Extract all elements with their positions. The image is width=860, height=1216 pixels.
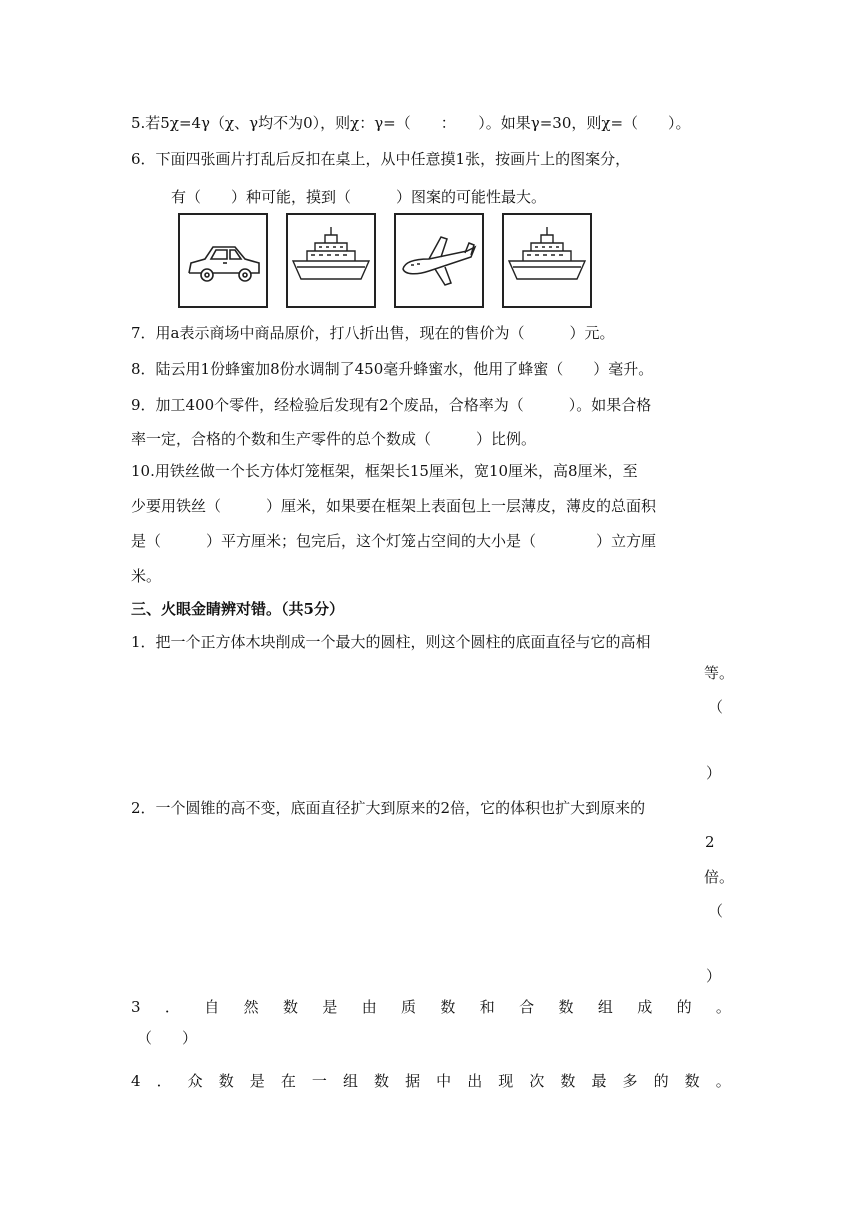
- spaced-char: 最: [591, 1072, 607, 1090]
- spaced-char: 是: [322, 998, 338, 1016]
- judge-3-text: [131, 996, 731, 1018]
- spaced-char: 众: [187, 1072, 203, 1090]
- section-3-title: 三、火眼金睛辨对错。（共5分）: [131, 600, 344, 618]
- judge-2-close-paren: ）: [706, 967, 722, 985]
- question-10-line-3: 是（ ）平方厘米；包完后，这个灯笼占空间的大小是（ ）立方厘: [131, 532, 657, 550]
- judge-1-close-paren: ）: [706, 764, 722, 782]
- question-10-line-4: 米。: [131, 567, 162, 585]
- picture-card: [286, 213, 376, 308]
- picture-cards: [178, 213, 586, 311]
- spaced-char: 合: [519, 998, 535, 1016]
- spaced-char: ．: [156, 1072, 172, 1090]
- spaced-char: 在: [280, 1072, 296, 1090]
- spaced-char: 4: [131, 1072, 141, 1090]
- spaced-char: 然: [243, 998, 259, 1016]
- question-9-line-1: 9．加工400个零件，经检验后发现有2个废品，合格率为（ ）。如果合格: [131, 396, 652, 414]
- question-10-line-1: 10.用铁丝做一个长方体灯笼框架，框架长15厘米，宽10厘米，高8厘米，至: [131, 462, 638, 480]
- spaced-char: 自: [204, 998, 220, 1016]
- question-5: 5.若5χ=4γ（χ、γ均不为0），则χ：γ=（ ： ）。如果γ=30，则χ=（ ）。: [131, 114, 691, 132]
- judge-1-line-1: 1．把一个正方体木块削成一个最大的圆柱，则这个圆柱的底面直径与它的高相: [131, 633, 651, 651]
- spaced-char: 由: [361, 998, 377, 1016]
- spaced-char: 组: [342, 1072, 358, 1090]
- spaced-char: 组: [597, 998, 613, 1016]
- question-7: 7．用a表示商场中商品原价，打八折出售，现在的售价为（ ）元。: [131, 324, 615, 342]
- spaced-char: 数: [374, 1072, 390, 1090]
- spaced-char: 数: [560, 1072, 576, 1090]
- picture-card: [394, 213, 484, 308]
- spaced-char: 数: [282, 998, 298, 1016]
- spaced-char: 3: [131, 998, 141, 1016]
- spaced-char: 一: [311, 1072, 327, 1090]
- picture-card: [178, 213, 268, 308]
- spaced-char: 的: [653, 1072, 669, 1090]
- picture-card: [502, 213, 592, 308]
- spaced-char: 据: [405, 1072, 421, 1090]
- spaced-char: 的: [676, 998, 692, 1016]
- spaced-char: 。: [715, 1072, 731, 1090]
- spaced-char: 出: [467, 1072, 483, 1090]
- spaced-char: ．: [164, 998, 180, 1016]
- judge-4-text: [131, 1070, 731, 1092]
- spaced-char: 多: [622, 1072, 638, 1090]
- question-6-line-1: 6．下面四张画片打乱后反扣在桌上，从中任意摸1张，按画片上的图案分，: [131, 150, 631, 168]
- spaced-char: 数: [558, 998, 574, 1016]
- spaced-char: 质: [401, 998, 417, 1016]
- spaced-char: 是: [249, 1072, 265, 1090]
- question-10-line-2: 少要用铁丝（ ）厘米，如果要在框架上表面包上一层薄皮，薄皮的总面积: [131, 497, 657, 515]
- spaced-char: 次: [529, 1072, 545, 1090]
- spaced-char: 数: [684, 1072, 700, 1090]
- judge-2-number: 2: [705, 833, 715, 851]
- spaced-char: 现: [498, 1072, 514, 1090]
- spaced-char: 成: [637, 998, 653, 1016]
- spaced-char: 。: [715, 998, 731, 1016]
- spaced-char: 数: [440, 998, 456, 1016]
- judge-2-open-paren: （: [708, 902, 724, 920]
- judge-2-line-1: 2．一个圆锥的高不变，底面直径扩大到原来的2倍，它的体积也扩大到原来的: [131, 799, 646, 817]
- judge-1-line-2: 等。: [704, 664, 735, 682]
- question-9-line-2: 率一定，合格的个数和生产零件的总个数成（ ）比例。: [131, 430, 537, 448]
- question-6-line-2: 有（ ）种可能，摸到（ ）图案的可能性最大。: [171, 188, 547, 206]
- spaced-char: 和: [479, 998, 495, 1016]
- judge-1-open-paren: （: [708, 698, 724, 716]
- question-8: 8．陆云用1份蜂蜜加8份水调制了450毫升蜂蜜水，他用了蜂蜜（ ）毫升。: [131, 360, 654, 378]
- judge-2-line-2: 倍。: [704, 868, 735, 886]
- judge-3-answer-paren: （ ）: [137, 1029, 198, 1047]
- spaced-char: 数: [218, 1072, 234, 1090]
- spaced-char: 中: [436, 1072, 452, 1090]
